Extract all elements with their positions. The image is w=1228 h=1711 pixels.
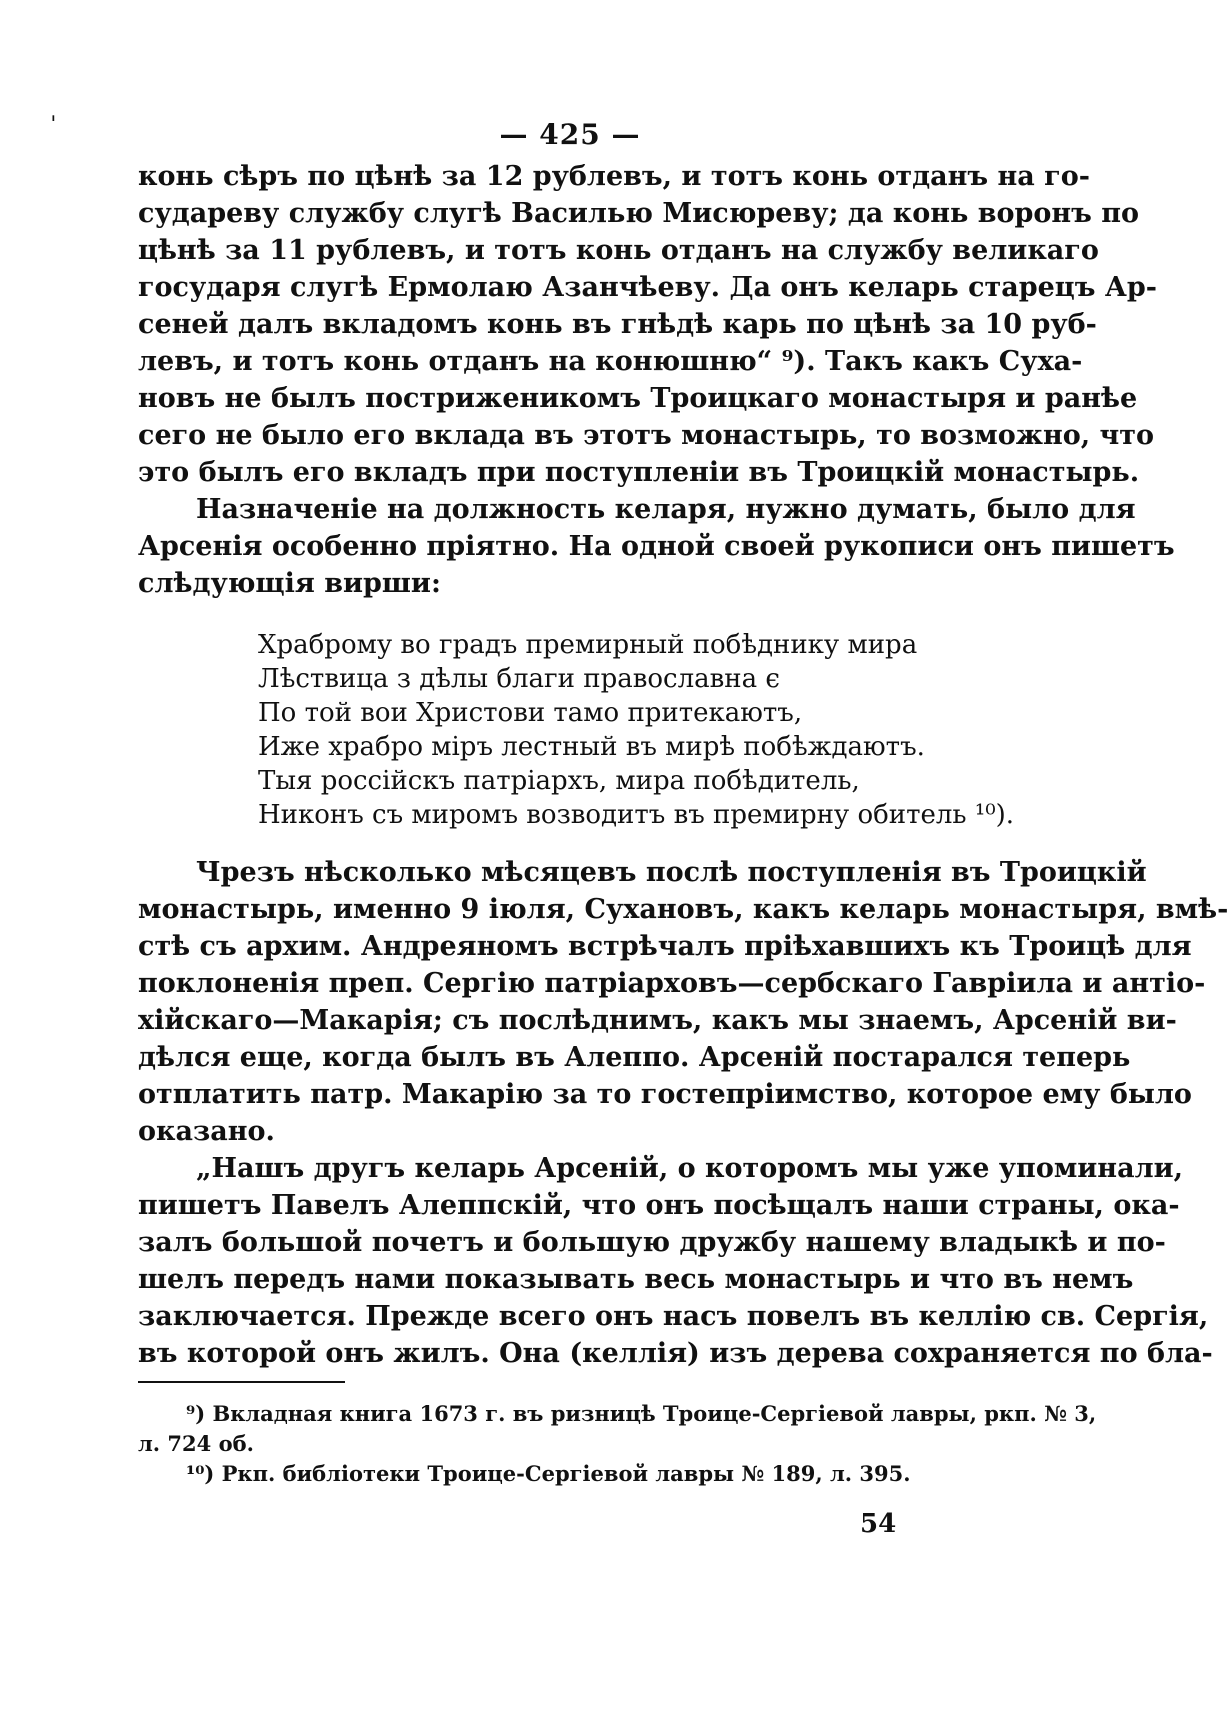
text-line: въ которой онъ жилъ. Она (келлія) изъ дерева сохраняется по бла- [138,1338,1213,1369]
verse-line: Храброму во градъ премирный побѣднику мира [258,630,918,660]
text-line: Чрезъ нѣсколько мѣсяцевъ послѣ поступленія въ Троицкій [196,857,1147,888]
text-line: оказано. [138,1116,275,1147]
page-number: — 425 — [499,118,641,151]
paragraph-3 [138,854,1228,1150]
text-line: пишетъ Павелъ Алеппскій, что онъ посѣщалъ наши страны, ока- [138,1190,1180,1221]
text-line: „Нашъ другъ келарь Арсеній, о которомъ мы уже упоминали, [196,1153,1184,1184]
text-line: поклоненія преп. Сергію патріарховъ—сербскаго Гавріила и антіо- [138,968,1206,999]
text-line: заключается. Прежде всего онъ насъ повелъ въ келлію св. Сергія, [138,1301,1209,1332]
verse-line: Иже храбро міръ лестный въ мирѣ побѣждаютъ. [258,732,925,762]
text-line: шелъ передъ нами показывать весь монастырь и что въ немъ [138,1264,1134,1295]
footnote-line: л. 724 об. [138,1431,254,1456]
margin-mark: ˌ [50,96,57,124]
paragraph-4 [138,1150,1213,1372]
verse-line: Никонъ съ миромъ возводитъ въ премирну обитель ¹⁰). [258,800,1015,830]
text-line: монастырь, именно 9 іюля, Сухановъ, какъ келарь монастыря, вмѣ- [138,894,1228,925]
text-line: слѣдующія вирши: [138,568,441,599]
text-line: судареву службу слугѣ Василью Мисюреву; да конь воронъ по [138,198,1140,229]
paragraph-2 [138,491,1175,602]
text-line: дѣлся еще, когда былъ въ Алеппо. Арсеній постарался теперь [138,1042,1131,1073]
text-line: левъ, и тотъ конь отданъ на конюшню“ ⁹). Такъ какъ Суха- [138,346,1083,377]
text-line: новъ не былъ постриженикомъ Троицкаго монастыря и ранѣе [138,383,1138,414]
text-line: хійскаго—Макарія; съ послѣднимъ, какъ мы знаемъ, Арсеній ви- [138,1005,1177,1036]
text-line: это былъ его вкладъ при поступленіи въ Троицкій монастырь. [138,457,1140,488]
paragraph-1 [138,158,1157,491]
verse-block [258,628,1015,832]
verse-line: Лѣствица з дѣлы благи православна є [258,664,780,694]
text-line: сеней далъ вкладомъ конь въ гнѣдѣ карь по цѣнѣ за 10 руб- [138,309,1097,340]
signature-mark: 54 [860,1509,897,1539]
verse-line: Тыя россійскъ патріархъ, мира побѣдитель, [258,766,860,796]
text-line: сего не было его вклада въ этотъ монастырь, то возможно, что [138,420,1155,451]
footnote-line: ¹⁰) Ркп. библіотеки Троице-Сергіевой лавры № 189, л. 395. [186,1461,911,1486]
footnotes [138,1399,1097,1489]
text-line: государя слугѣ Ермолаю Азанчѣеву. Да онъ келарь старецъ Ар- [138,272,1157,303]
footnote-line: ⁹) Вкладная книга 1673 г. въ ризницѣ Троице-Сергіевой лавры, ркп. № 3, [186,1401,1097,1426]
text-line: залъ большой почетъ и большую дружбу нашему владыкѣ и по- [138,1227,1166,1258]
text-line: Назначеніе на должность келаря, нужно думать, было для [196,494,1136,525]
text-line: отплатить патр. Макарію за то гостепріимство, которое ему было [138,1079,1192,1110]
text-line: конь сѣръ по цѣнѣ за 12 рублевъ, и тотъ конь отданъ на го- [138,161,1090,192]
text-line: Арсенія особенно пріятно. На одной своей рукописи онъ пишетъ [138,531,1175,562]
footnote-divider [138,1381,345,1383]
text-line: стѣ съ архим. Андреяномъ встрѣчалъ пріѣхавшихъ къ Троицѣ для [138,931,1192,962]
verse-line: По той вои Христови тамо притекаютъ, [258,698,803,728]
text-line: цѣнѣ за 11 рублевъ, и тотъ конь отданъ на службу великаго [138,235,1099,266]
